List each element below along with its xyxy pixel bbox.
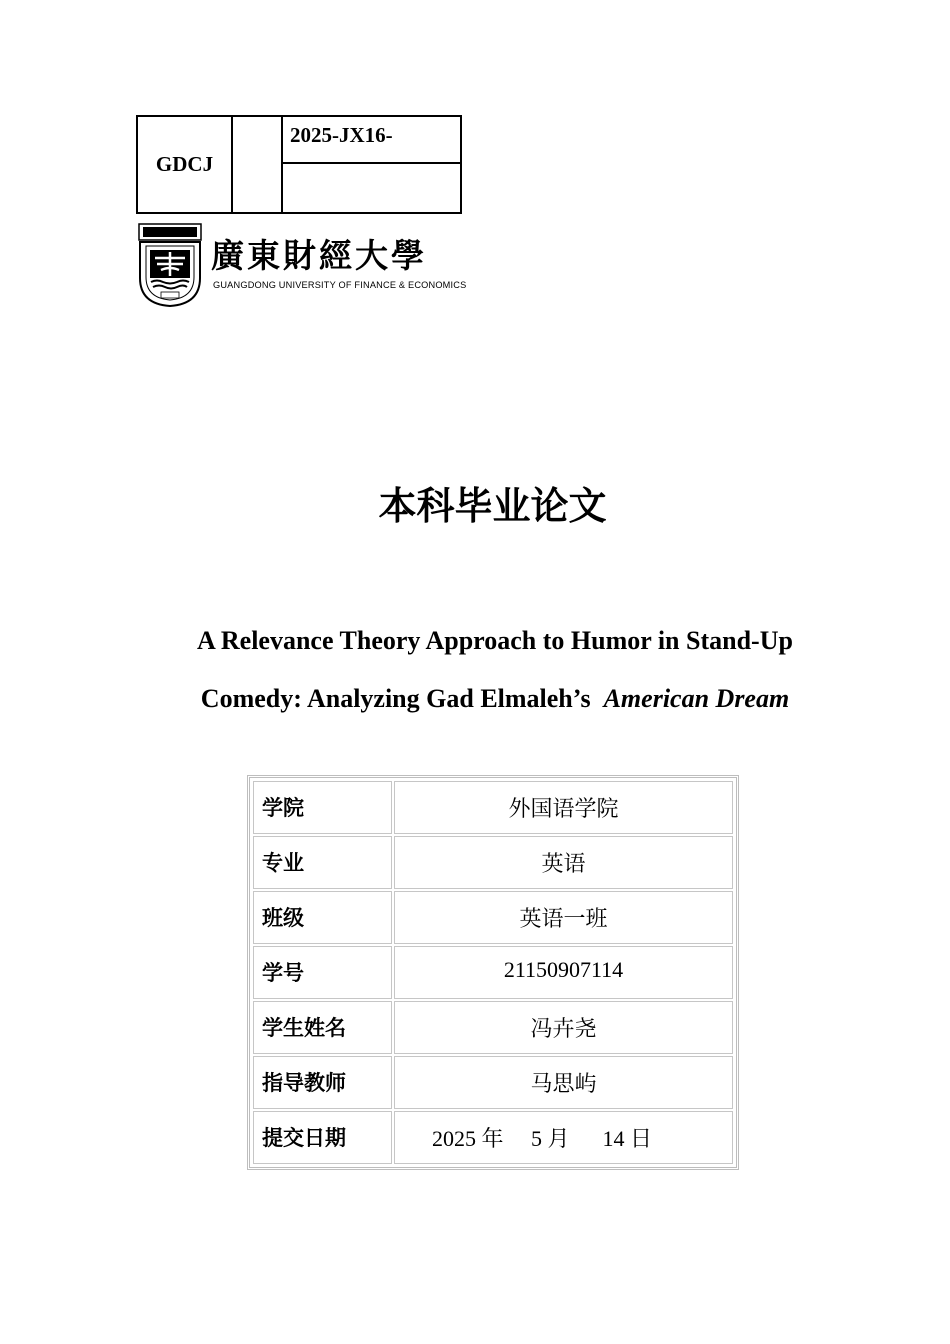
info-row-class <box>252 890 734 945</box>
info-row-student-id <box>252 945 734 1000</box>
info-value-date: 2025 年 5 月 14 日 <box>394 1111 733 1164</box>
code-prefix: GDCJ <box>138 117 233 212</box>
info-label: 学院 <box>253 781 392 834</box>
thesis-title <box>140 612 850 728</box>
info-label: 学生姓名 <box>253 1001 392 1054</box>
classification-code-box <box>136 115 462 214</box>
code-blank-cell-lower <box>283 166 460 212</box>
info-value: 英语 <box>394 836 733 889</box>
info-label: 学号 <box>253 946 392 999</box>
document-type-heading: 本科毕业论文 <box>378 484 607 528</box>
university-name-chinese: 廣東財經大學 <box>211 236 427 275</box>
info-label: 班级 <box>253 891 392 944</box>
code-blank-cell <box>233 117 283 212</box>
student-info-table <box>247 775 739 1170</box>
thesis-title-line-2 <box>140 670 850 728</box>
info-value: 21150907114 <box>394 946 733 999</box>
info-label: 指导教师 <box>253 1056 392 1109</box>
code-number: 2025-JX16- <box>283 117 460 164</box>
info-row-school <box>252 780 734 835</box>
info-label: 专业 <box>253 836 392 889</box>
info-row-advisor <box>252 1055 734 1110</box>
thesis-title-line-1: A Relevance Theory Approach to Humor in Stand-Up <box>197 626 793 655</box>
info-row-major <box>252 835 734 890</box>
university-logo <box>137 220 467 310</box>
university-name-english: GUANGDONG UNIVERSITY OF FINANCE & ECONOMICS <box>213 280 467 290</box>
info-value: 马思屿 <box>394 1056 733 1109</box>
info-value: 冯卉尧 <box>394 1001 733 1054</box>
thesis-title-line-2-plain: Comedy: Analyzing Gad Elmaleh’s <box>200 684 591 713</box>
info-label: 提交日期 <box>253 1111 392 1164</box>
university-emblem-icon <box>137 222 203 308</box>
info-value: 英语一班 <box>394 891 733 944</box>
thesis-title-work-name: American Dream <box>603 684 790 713</box>
info-value: 外国语学院 <box>394 781 733 834</box>
info-row-submission-date <box>252 1110 734 1165</box>
info-row-student-name <box>252 1000 734 1055</box>
